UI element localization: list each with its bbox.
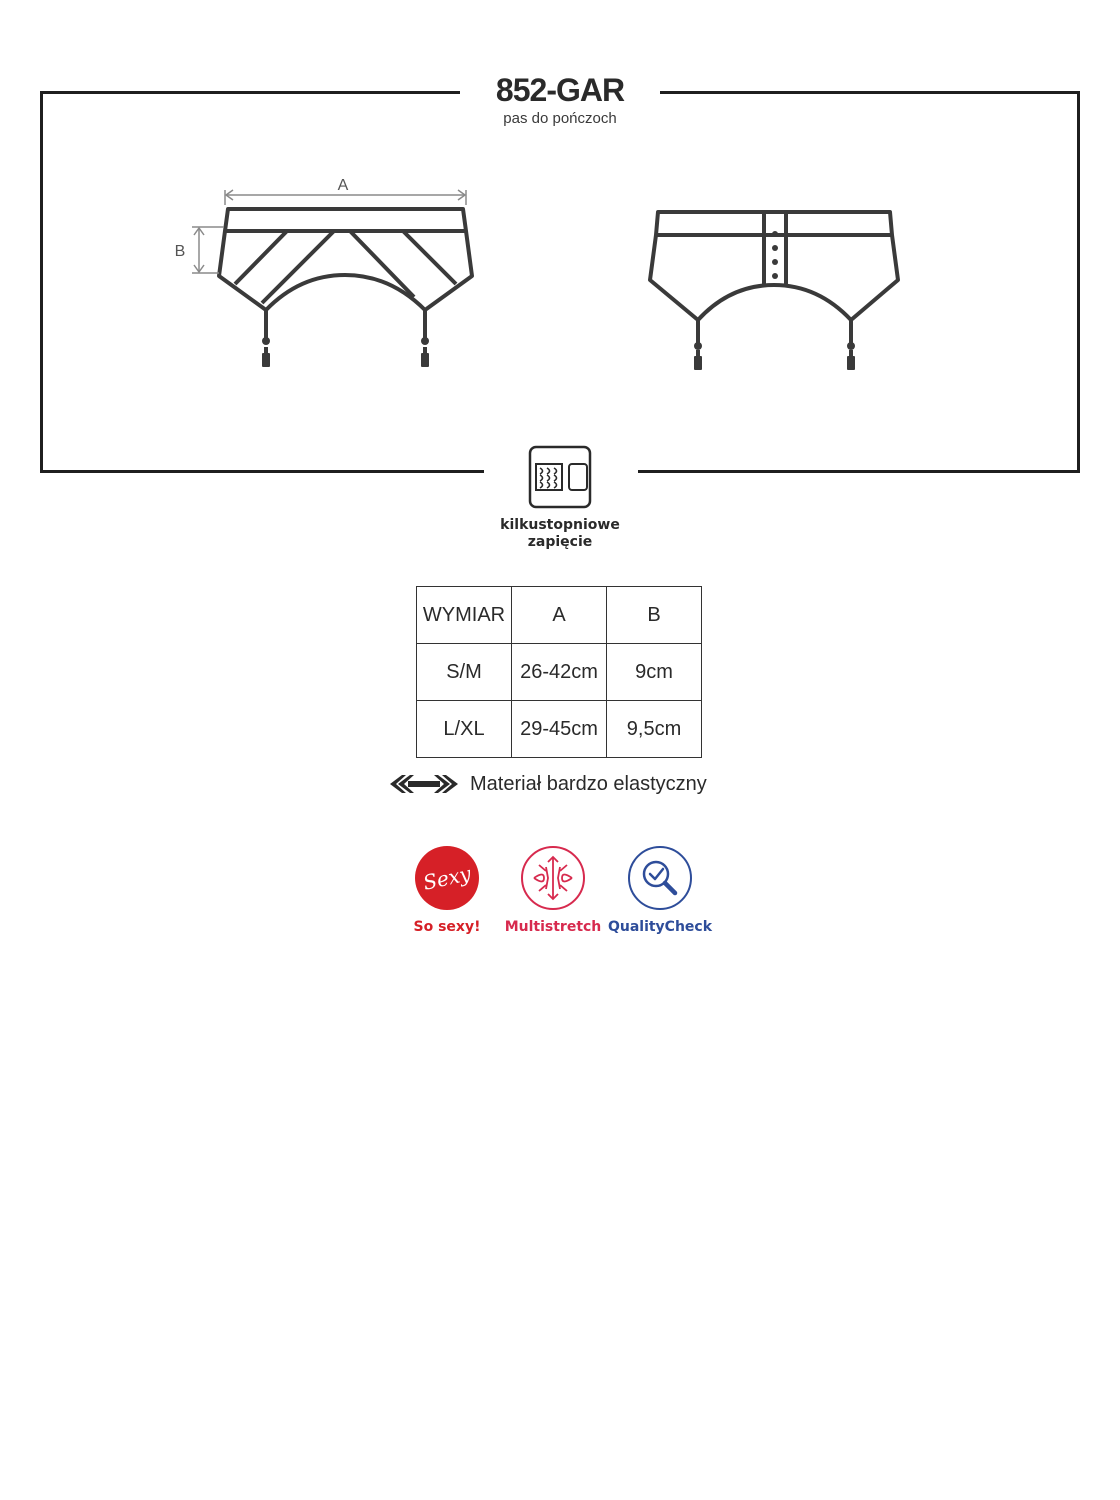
- sexy-icon: [414, 845, 480, 911]
- table-row: [417, 701, 702, 758]
- badge-label-so-sexy: So sexy!: [413, 919, 481, 935]
- stretch-arrows-icon: [388, 770, 460, 798]
- badge-label-multistretch: Multistretch: [504, 919, 602, 935]
- product-code: 852-GAR: [495, 72, 625, 108]
- material-info: [388, 770, 707, 798]
- quality-check-icon: [627, 845, 693, 911]
- hook-and-eye-clasp-icon: [527, 444, 593, 510]
- badge-label-quality-check: QualityCheck: [607, 919, 713, 935]
- size-table: [416, 586, 702, 758]
- table-cell: 29-45cm: [512, 701, 607, 758]
- table-cell: 9cm: [607, 644, 702, 701]
- product-name: pas do pończoch: [503, 110, 617, 127]
- material-text: Materiał bardzo elastyczny: [470, 772, 707, 795]
- clasp-label-line1: kilkustopniowe: [500, 517, 620, 533]
- table-header-cell: A: [512, 587, 607, 644]
- front-view-drawing: [219, 209, 472, 338]
- sexy-icon-text: Sexy: [420, 861, 474, 895]
- table-header-row: [417, 587, 702, 644]
- dimension-b-label: B: [174, 243, 186, 260]
- table-header-cell: WYMIAR: [417, 587, 512, 644]
- table-cell: 26-42cm: [512, 644, 607, 701]
- table-cell: 9,5cm: [607, 701, 702, 758]
- clasp-label: [480, 517, 640, 551]
- title-block: [460, 70, 660, 128]
- front-garter-clips: [262, 337, 429, 367]
- multistretch-icon: [520, 845, 586, 911]
- badge-so-sexy: [387, 845, 507, 935]
- badge-multistretch: [493, 845, 613, 935]
- table-cell: S/M: [417, 644, 512, 701]
- table-row: [417, 644, 702, 701]
- badge-quality-check: [600, 845, 720, 935]
- back-garter-clips: [694, 342, 855, 370]
- table-cell: L/XL: [417, 701, 512, 758]
- clasp-label-line2: zapięcie: [527, 534, 593, 550]
- dimension-a-label: A: [337, 177, 349, 194]
- table-header-cell: B: [607, 587, 702, 644]
- back-hooks: [772, 231, 778, 279]
